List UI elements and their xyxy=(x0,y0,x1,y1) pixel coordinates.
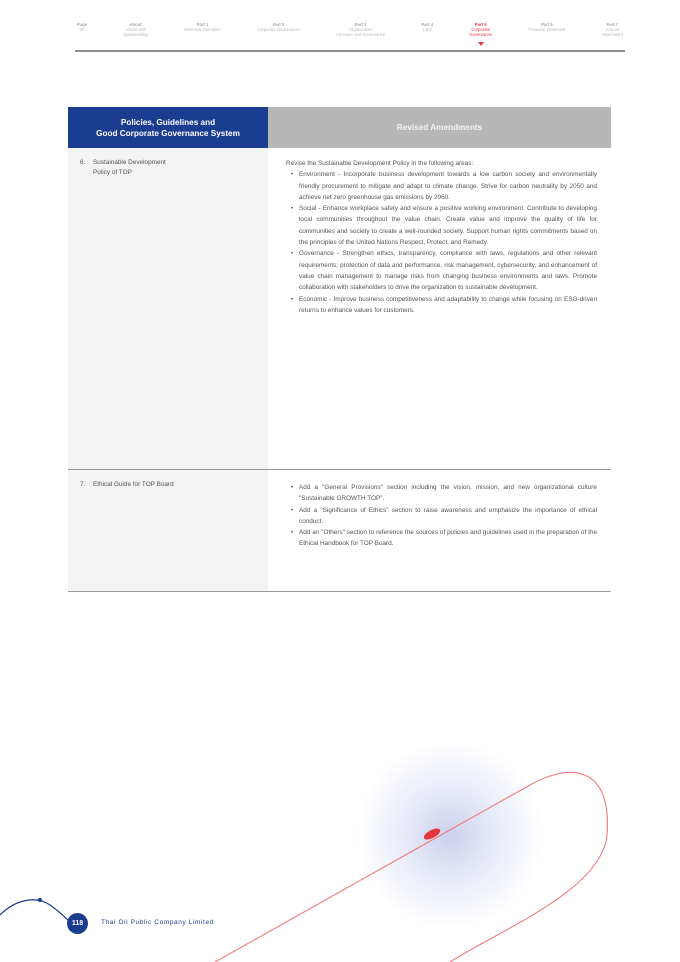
nav-item-title: Part 3 xyxy=(354,22,367,27)
amendment-intro: Revise the Sustainable Development Policy in the following areas: xyxy=(286,160,474,167)
red-track-line xyxy=(215,772,607,962)
nav-item-subtitle: 00 xyxy=(79,27,85,32)
nav-item-subtitle: Organization Structure and Governance xyxy=(335,27,386,37)
list-item: • Add a "General Provisions" section including the vision, mission, and new organizational culture "Sustainable GROWTH TOP". xyxy=(299,482,597,505)
blue-track-dot xyxy=(38,898,42,902)
nav-item-subtitle: Corporate Governance xyxy=(469,27,493,37)
list-item: • Add a "Significance of Ethics" section to raise awareness and emphasize the importance of ethical conduct. xyxy=(299,505,597,528)
red-highlight-mark xyxy=(422,826,442,842)
blue-track-line xyxy=(0,900,70,922)
list-item: • Governance - Strengthen ethics, transparency, compliance with laws, regulations and other relevant requirements; protection of data and performance, risk management, cybersecurity, and enhancement of value chain management to manage risks from changing business environments and laws. Promote collaboration with stakeholders to drive the organization to sustainable development. xyxy=(299,248,597,293)
nav-item-title: Part 2 xyxy=(272,22,285,27)
page-number-badge: 118 xyxy=(67,913,88,934)
list-item: • Social - Enhance workplace safety and ensure a positive working environment. Contribute to developing local communities throughout the value chain. Create value and improve the quality of life for communities and society to create a well-rounded society. Support human rights commitments based on the principles of the United Nations Respect, Protect, and Remedy. xyxy=(299,203,597,248)
nav-item-title: Part 6 xyxy=(541,22,553,27)
nav-item-title: Part 1 xyxy=(196,22,209,27)
nav-item-title: About xyxy=(129,22,142,27)
nav-item-title: Page xyxy=(77,22,88,27)
nav-item-title: Part 4 xyxy=(421,22,434,27)
list-item: • Environment - Incorporate business development towards a low carbon society and environmentally friendly procurement to mitigate and adapt to climate change. Strive for carbon neutrality by 2050 and achieve net zero greenhouse gas emissions by 2060. xyxy=(299,169,597,203)
policy-name: Ethical Guide for TOP Board xyxy=(93,481,174,488)
nav-item-subtitle: Annual Attachment xyxy=(601,27,623,37)
row-number: 7. xyxy=(80,481,86,488)
nav-item-subtitle: Vision and Sustainability xyxy=(123,27,148,37)
nav-item-subtitle: Financial Statement xyxy=(528,27,566,32)
nav-item-subtitle: CEO xyxy=(422,27,432,32)
company-name: Thai Oil Public Company Limited xyxy=(101,919,214,926)
nav-item-subtitle: Business Operation xyxy=(184,27,221,32)
row-number: 6. xyxy=(80,159,86,166)
list-item: • Economic - Improve business competitiveness and adaptability to change while focusing on ESG-driven returns to enhance values for customers. xyxy=(299,294,597,317)
nav-item-title: Part 5 xyxy=(474,22,487,27)
list-item: • Add an "Others" section to reference the sources of policies and guidelines used in the preparation of the Ethical Handbook for TOP Board. xyxy=(299,527,597,550)
nav-item-subtitle: Corporate Governance xyxy=(257,27,300,32)
nav-item-title: Part 7 xyxy=(606,22,619,27)
policy-name: Sustainable Development Policy of TOP xyxy=(93,159,166,176)
header-policies: Policies, Guidelines and Good Corporate Governance System xyxy=(68,107,268,148)
header-amendments: Revised Amendments xyxy=(268,107,611,148)
